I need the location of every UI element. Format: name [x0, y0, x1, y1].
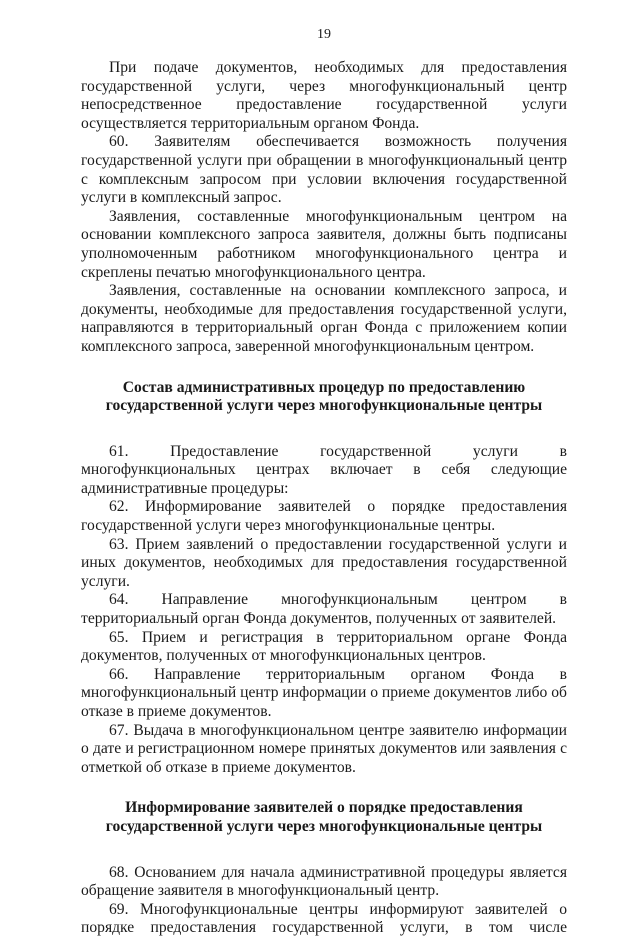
paragraph-mfc-applications: Заявления, составленные многофункциональным центром на основании комплексного запроса заявителя, должны быть подписаны уполномоченным работником многофункционального центра и скреплены печатью многофункционального центра. — [81, 207, 567, 281]
heading-line: Информирование заявителей о порядке предоставления — [125, 799, 523, 817]
heading-line: государственной услуги через многофункциональные центры — [105, 817, 543, 835]
section-heading-informing — [81, 799, 567, 836]
heading-line: Состав административных процедур по предоставлению — [122, 378, 526, 396]
paragraph-63: 63. Прием заявлений о предоставлении государственной услуги и иных документов, необходимых для предоставления государственной услуги. — [81, 535, 567, 590]
document-body — [81, 59, 567, 938]
page-number: 19 — [317, 27, 331, 42]
paragraph-69: 69. Многофункциональные центры информируют заявителей о порядке предоставления государственной услуги, в том числе — [81, 900, 567, 937]
paragraph-60: 60. Заявителям обеспечивается возможность получения государственной услуги при обращении в многофункциональный центр с комплексным запросом при условии включения государственной услуги в комплексный запрос. — [81, 133, 567, 207]
paragraph-61: 61. Предоставление государственной услуги в многофункциональных центрах включает в себя следующие административные процедуры: — [81, 442, 567, 497]
paragraph-68: 68. Основанием для начала административной процедуры является обращение заявителя в многофункциональный центр. — [81, 863, 567, 900]
paragraph-65: 65. Прием и регистрация в территориальном органе Фонда документов, полученных от многофункциональных центров. — [81, 628, 567, 665]
paragraph-mfc-submission: При подаче документов, необходимых для предоставления государственной услуги, через многофункциональный центр непосредственное предоставление государственной услуги осуществляется территориальным органом Фонда. — [81, 59, 567, 132]
paragraph-62: 62. Информирование заявителей о порядке предоставления государственной услуги через многофункциональные центры. — [81, 498, 567, 535]
paragraph-64: 64. Направление многофункциональным центром в территориальный орган Фонда документов, полученных от заявителей. — [81, 591, 567, 628]
heading-line: государственной услуги через многофункциональные центры — [105, 397, 543, 415]
paragraph-67: 67. Выдача в многофункциональном центре заявителю информации о дате и регистрационном номере принятых документов или заявления с отметкой об отказе в приеме документов. — [81, 721, 567, 776]
paragraph-complex-request-docs: Заявления, составленные на основании комплексного запроса, и документы, необходимые для предоставления государственной услуги, направляются в территориальный орган Фонда с приложением копии комплексного запроса, заверенной многофункциональным центром. — [81, 282, 567, 355]
section-heading-procedures — [81, 379, 567, 416]
paragraph-66: 66. Направление территориальным органом Фонда в многофункциональный центр информации о приеме документов либо об отказе в приеме документов. — [81, 665, 567, 720]
